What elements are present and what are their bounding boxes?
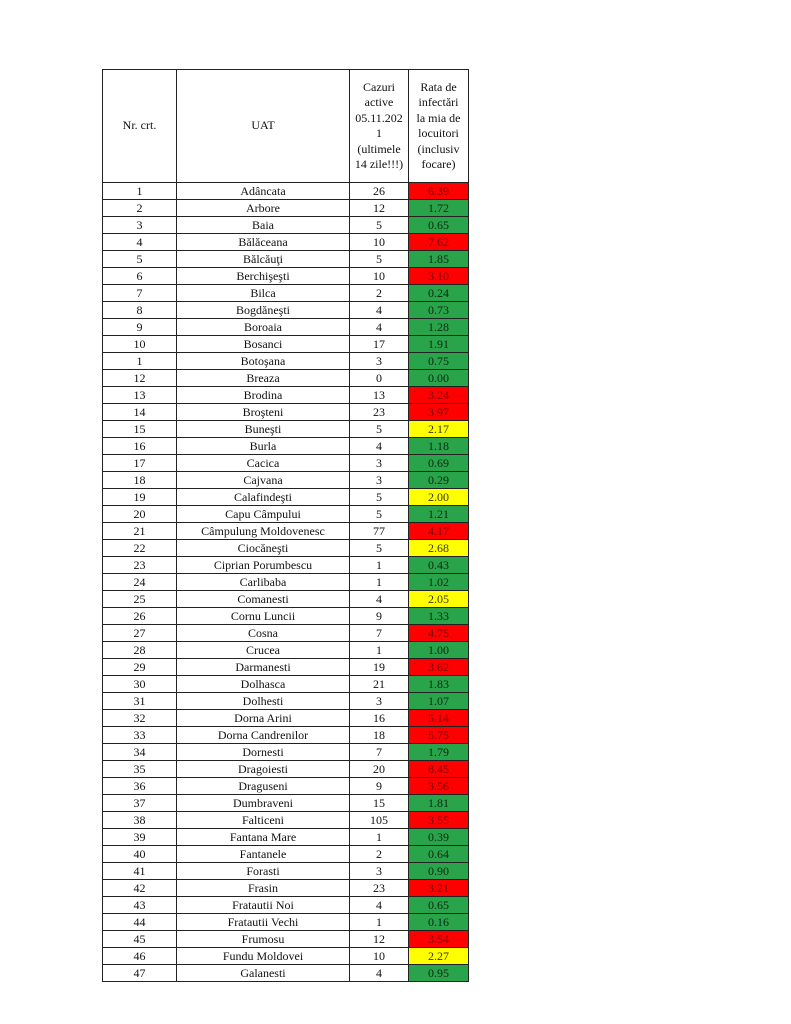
table-row — [103, 234, 469, 251]
cell-nr-crt: 47 — [103, 965, 177, 982]
cell-infection-rate: 0.64 — [409, 846, 469, 863]
cell-infection-rate: 1.72 — [409, 200, 469, 217]
cell-uat: Dornesti — [177, 744, 350, 761]
table-row — [103, 574, 469, 591]
table-row — [103, 693, 469, 710]
cell-uat: Frumosu — [177, 931, 350, 948]
cell-active-cases: 0 — [350, 370, 409, 387]
table-row — [103, 302, 469, 319]
cell-infection-rate: 1.81 — [409, 795, 469, 812]
cell-active-cases: 3 — [350, 455, 409, 472]
cell-active-cases: 3 — [350, 863, 409, 880]
cell-uat: Fratautii Vechi — [177, 914, 350, 931]
table-row — [103, 812, 469, 829]
cell-active-cases: 4 — [350, 965, 409, 982]
header-uat: UAT — [177, 70, 350, 183]
cell-nr-crt: 17 — [103, 455, 177, 472]
cell-uat: Darmanesti — [177, 659, 350, 676]
cell-uat: Capu Câmpului — [177, 506, 350, 523]
cell-infection-rate: 1.79 — [409, 744, 469, 761]
cell-uat: Boroaia — [177, 319, 350, 336]
cell-active-cases: 26 — [350, 183, 409, 200]
table-row — [103, 931, 469, 948]
cell-nr-crt: 20 — [103, 506, 177, 523]
cell-active-cases: 23 — [350, 880, 409, 897]
cell-active-cases: 4 — [350, 438, 409, 455]
cell-uat: Dolhasca — [177, 676, 350, 693]
cell-uat: Dumbraveni — [177, 795, 350, 812]
cell-uat: Calafindeşti — [177, 489, 350, 506]
cell-infection-rate: 3.21 — [409, 880, 469, 897]
cell-uat: Fundu Moldovei — [177, 948, 350, 965]
cell-uat: Adâncata — [177, 183, 350, 200]
cell-infection-rate: 0.65 — [409, 897, 469, 914]
table-row — [103, 523, 469, 540]
cell-infection-rate: 1.18 — [409, 438, 469, 455]
cell-active-cases: 5 — [350, 217, 409, 234]
cell-nr-crt: 39 — [103, 829, 177, 846]
cell-infection-rate: 0.16 — [409, 914, 469, 931]
header-active-cases: Cazuri active 05.11.202 1 (ultimele 14 zile!!!) — [350, 70, 409, 183]
cell-active-cases: 5 — [350, 251, 409, 268]
cell-nr-crt: 3 — [103, 217, 177, 234]
cell-uat: Bălăceana — [177, 234, 350, 251]
cell-nr-crt: 24 — [103, 574, 177, 591]
header-row — [103, 70, 469, 183]
table-row — [103, 404, 469, 421]
cell-nr-crt: 14 — [103, 404, 177, 421]
table-row — [103, 778, 469, 795]
cell-nr-crt: 22 — [103, 540, 177, 557]
cell-infection-rate: 4.75 — [409, 625, 469, 642]
cell-uat: Galanesti — [177, 965, 350, 982]
cell-infection-rate: 0.65 — [409, 217, 469, 234]
table-row — [103, 489, 469, 506]
cell-active-cases: 105 — [350, 812, 409, 829]
table-row — [103, 846, 469, 863]
cell-uat: Bosanci — [177, 336, 350, 353]
cell-active-cases: 2 — [350, 846, 409, 863]
cell-infection-rate: 0.90 — [409, 863, 469, 880]
table-header — [103, 70, 469, 183]
cell-nr-crt: 35 — [103, 761, 177, 778]
table-row — [103, 914, 469, 931]
header-nr-crt: Nr. crt. — [103, 70, 177, 183]
cell-nr-crt: 43 — [103, 897, 177, 914]
infection-rate-table — [102, 69, 469, 982]
cell-nr-crt: 9 — [103, 319, 177, 336]
table-row — [103, 370, 469, 387]
table-row — [103, 336, 469, 353]
table-row — [103, 540, 469, 557]
cell-nr-crt: 25 — [103, 591, 177, 608]
cell-nr-crt: 36 — [103, 778, 177, 795]
cell-infection-rate: 3.10 — [409, 268, 469, 285]
cell-nr-crt: 28 — [103, 642, 177, 659]
cell-nr-crt: 10 — [103, 336, 177, 353]
table-row — [103, 727, 469, 744]
table-row — [103, 268, 469, 285]
cell-uat: Bălcăuţi — [177, 251, 350, 268]
cell-active-cases: 4 — [350, 897, 409, 914]
cell-infection-rate: 1.33 — [409, 608, 469, 625]
cell-active-cases: 3 — [350, 693, 409, 710]
cell-active-cases: 2 — [350, 285, 409, 302]
cell-nr-crt: 12 — [103, 370, 177, 387]
cell-nr-crt: 41 — [103, 863, 177, 880]
table-row — [103, 659, 469, 676]
cell-uat: Dorna Arini — [177, 710, 350, 727]
cell-uat: Cajvana — [177, 472, 350, 489]
cell-uat: Crucea — [177, 642, 350, 659]
cell-active-cases: 15 — [350, 795, 409, 812]
cell-active-cases: 19 — [350, 659, 409, 676]
cell-uat: Carlibaba — [177, 574, 350, 591]
cell-uat: Cacica — [177, 455, 350, 472]
table-row — [103, 863, 469, 880]
cell-active-cases: 4 — [350, 591, 409, 608]
cell-uat: Dolhesti — [177, 693, 350, 710]
cell-infection-rate: 8.45 — [409, 761, 469, 778]
cell-infection-rate: 0.43 — [409, 557, 469, 574]
cell-nr-crt: 15 — [103, 421, 177, 438]
cell-nr-crt: 42 — [103, 880, 177, 897]
cell-uat: Cosna — [177, 625, 350, 642]
cell-nr-crt: 29 — [103, 659, 177, 676]
cell-active-cases: 10 — [350, 948, 409, 965]
cell-uat: Botoşana — [177, 353, 350, 370]
cell-active-cases: 10 — [350, 234, 409, 251]
cell-nr-crt: 44 — [103, 914, 177, 931]
cell-active-cases: 9 — [350, 778, 409, 795]
cell-nr-crt: 16 — [103, 438, 177, 455]
cell-active-cases: 12 — [350, 931, 409, 948]
cell-uat: Forasti — [177, 863, 350, 880]
table-row — [103, 744, 469, 761]
cell-nr-crt: 30 — [103, 676, 177, 693]
cell-nr-crt: 7 — [103, 285, 177, 302]
table-row — [103, 251, 469, 268]
table-row — [103, 200, 469, 217]
cell-infection-rate: 3.62 — [409, 659, 469, 676]
cell-nr-crt: 26 — [103, 608, 177, 625]
cell-uat: Buneşti — [177, 421, 350, 438]
cell-infection-rate: 1.91 — [409, 336, 469, 353]
cell-active-cases: 3 — [350, 472, 409, 489]
cell-nr-crt: 45 — [103, 931, 177, 948]
cell-active-cases: 77 — [350, 523, 409, 540]
table-row — [103, 676, 469, 693]
cell-active-cases: 1 — [350, 829, 409, 846]
cell-nr-crt: 37 — [103, 795, 177, 812]
cell-infection-rate: 0.00 — [409, 370, 469, 387]
cell-nr-crt: 13 — [103, 387, 177, 404]
cell-infection-rate: 0.29 — [409, 472, 469, 489]
table-row — [103, 880, 469, 897]
cell-active-cases: 23 — [350, 404, 409, 421]
cell-uat: Fantana Mare — [177, 829, 350, 846]
table-row — [103, 710, 469, 727]
cell-uat: Berchişeşti — [177, 268, 350, 285]
cell-nr-crt: 34 — [103, 744, 177, 761]
cell-active-cases: 1 — [350, 642, 409, 659]
cell-infection-rate: 1.83 — [409, 676, 469, 693]
cell-active-cases: 1 — [350, 557, 409, 574]
cell-uat: Dorna Candrenilor — [177, 727, 350, 744]
table-row — [103, 897, 469, 914]
table-row — [103, 965, 469, 982]
cell-infection-rate: 2.68 — [409, 540, 469, 557]
cell-uat: Brodina — [177, 387, 350, 404]
cell-infection-rate: 0.24 — [409, 285, 469, 302]
cell-nr-crt: 6 — [103, 268, 177, 285]
table-row — [103, 948, 469, 965]
cell-uat: Ciprian Porumbescu — [177, 557, 350, 574]
table-row — [103, 387, 469, 404]
table-row — [103, 319, 469, 336]
cell-infection-rate: 2.00 — [409, 489, 469, 506]
cell-nr-crt: 18 — [103, 472, 177, 489]
cell-infection-rate: 3.54 — [409, 931, 469, 948]
cell-infection-rate: 1.21 — [409, 506, 469, 523]
cell-nr-crt: 8 — [103, 302, 177, 319]
cell-infection-rate: 7.62 — [409, 234, 469, 251]
cell-infection-rate: 3.56 — [409, 778, 469, 795]
table-row — [103, 829, 469, 846]
cell-nr-crt: 1 — [103, 353, 177, 370]
cell-uat: Baia — [177, 217, 350, 234]
cell-infection-rate: 0.75 — [409, 353, 469, 370]
table-row — [103, 795, 469, 812]
cell-active-cases: 20 — [350, 761, 409, 778]
cell-active-cases: 5 — [350, 421, 409, 438]
cell-active-cases: 9 — [350, 608, 409, 625]
cell-nr-crt: 2 — [103, 200, 177, 217]
cell-active-cases: 4 — [350, 319, 409, 336]
table-row — [103, 353, 469, 370]
cell-active-cases: 13 — [350, 387, 409, 404]
cell-nr-crt: 5 — [103, 251, 177, 268]
cell-infection-rate: 3.24 — [409, 387, 469, 404]
cell-uat: Falticeni — [177, 812, 350, 829]
cell-nr-crt: 27 — [103, 625, 177, 642]
cell-active-cases: 17 — [350, 336, 409, 353]
cell-uat: Ciocăneşti — [177, 540, 350, 557]
table-row — [103, 557, 469, 574]
cell-infection-rate: 1.28 — [409, 319, 469, 336]
cell-infection-rate: 0.69 — [409, 455, 469, 472]
cell-active-cases: 3 — [350, 353, 409, 370]
cell-uat: Comanesti — [177, 591, 350, 608]
cell-active-cases: 1 — [350, 574, 409, 591]
cell-active-cases: 21 — [350, 676, 409, 693]
cell-infection-rate: 0.95 — [409, 965, 469, 982]
cell-active-cases: 10 — [350, 268, 409, 285]
cell-uat: Cornu Luncii — [177, 608, 350, 625]
cell-active-cases: 5 — [350, 489, 409, 506]
cell-nr-crt: 1 — [103, 183, 177, 200]
cell-infection-rate: 2.05 — [409, 591, 469, 608]
cell-nr-crt: 19 — [103, 489, 177, 506]
cell-nr-crt: 40 — [103, 846, 177, 863]
cell-uat: Fantanele — [177, 846, 350, 863]
table-row — [103, 183, 469, 200]
cell-infection-rate: 0.39 — [409, 829, 469, 846]
cell-nr-crt: 31 — [103, 693, 177, 710]
table-body — [103, 183, 469, 982]
cell-uat: Arbore — [177, 200, 350, 217]
cell-infection-rate: 5.14 — [409, 710, 469, 727]
cell-infection-rate: 3.55 — [409, 812, 469, 829]
cell-nr-crt: 32 — [103, 710, 177, 727]
cell-nr-crt: 21 — [103, 523, 177, 540]
cell-active-cases: 4 — [350, 302, 409, 319]
cell-infection-rate: 2.27 — [409, 948, 469, 965]
cell-nr-crt: 38 — [103, 812, 177, 829]
cell-active-cases: 5 — [350, 506, 409, 523]
table-row — [103, 506, 469, 523]
table-row — [103, 438, 469, 455]
table-row — [103, 591, 469, 608]
cell-uat: Bilca — [177, 285, 350, 302]
cell-uat: Dragoiesti — [177, 761, 350, 778]
table-row — [103, 642, 469, 659]
cell-uat: Câmpulung Moldovenesc — [177, 523, 350, 540]
table-row — [103, 472, 469, 489]
table-row — [103, 217, 469, 234]
cell-active-cases: 7 — [350, 625, 409, 642]
cell-uat: Frasin — [177, 880, 350, 897]
table-row — [103, 285, 469, 302]
cell-active-cases: 1 — [350, 914, 409, 931]
cell-infection-rate: 4.17 — [409, 523, 469, 540]
cell-nr-crt: 4 — [103, 234, 177, 251]
cell-active-cases: 5 — [350, 540, 409, 557]
table-row — [103, 421, 469, 438]
cell-active-cases: 16 — [350, 710, 409, 727]
cell-infection-rate: 6.39 — [409, 183, 469, 200]
cell-infection-rate: 2.17 — [409, 421, 469, 438]
cell-infection-rate: 5.75 — [409, 727, 469, 744]
cell-uat: Burla — [177, 438, 350, 455]
cell-infection-rate: 3.97 — [409, 404, 469, 421]
cell-uat: Breaza — [177, 370, 350, 387]
cell-infection-rate: 1.07 — [409, 693, 469, 710]
cell-active-cases: 18 — [350, 727, 409, 744]
cell-active-cases: 7 — [350, 744, 409, 761]
cell-uat: Broşteni — [177, 404, 350, 421]
cell-nr-crt: 33 — [103, 727, 177, 744]
cell-nr-crt: 23 — [103, 557, 177, 574]
cell-nr-crt: 46 — [103, 948, 177, 965]
cell-uat: Bogdăneşti — [177, 302, 350, 319]
cell-infection-rate: 1.00 — [409, 642, 469, 659]
cell-infection-rate: 0.73 — [409, 302, 469, 319]
cell-infection-rate: 1.85 — [409, 251, 469, 268]
cell-uat: Fratautii Noi — [177, 897, 350, 914]
table-row — [103, 455, 469, 472]
table-row — [103, 761, 469, 778]
header-infection-rate: Rata de infectări la mia de locuitori (inclusiv focare) — [409, 70, 469, 183]
cell-active-cases: 12 — [350, 200, 409, 217]
table-row — [103, 608, 469, 625]
cell-infection-rate: 1.02 — [409, 574, 469, 591]
cell-uat: Draguseni — [177, 778, 350, 795]
table-row — [103, 625, 469, 642]
